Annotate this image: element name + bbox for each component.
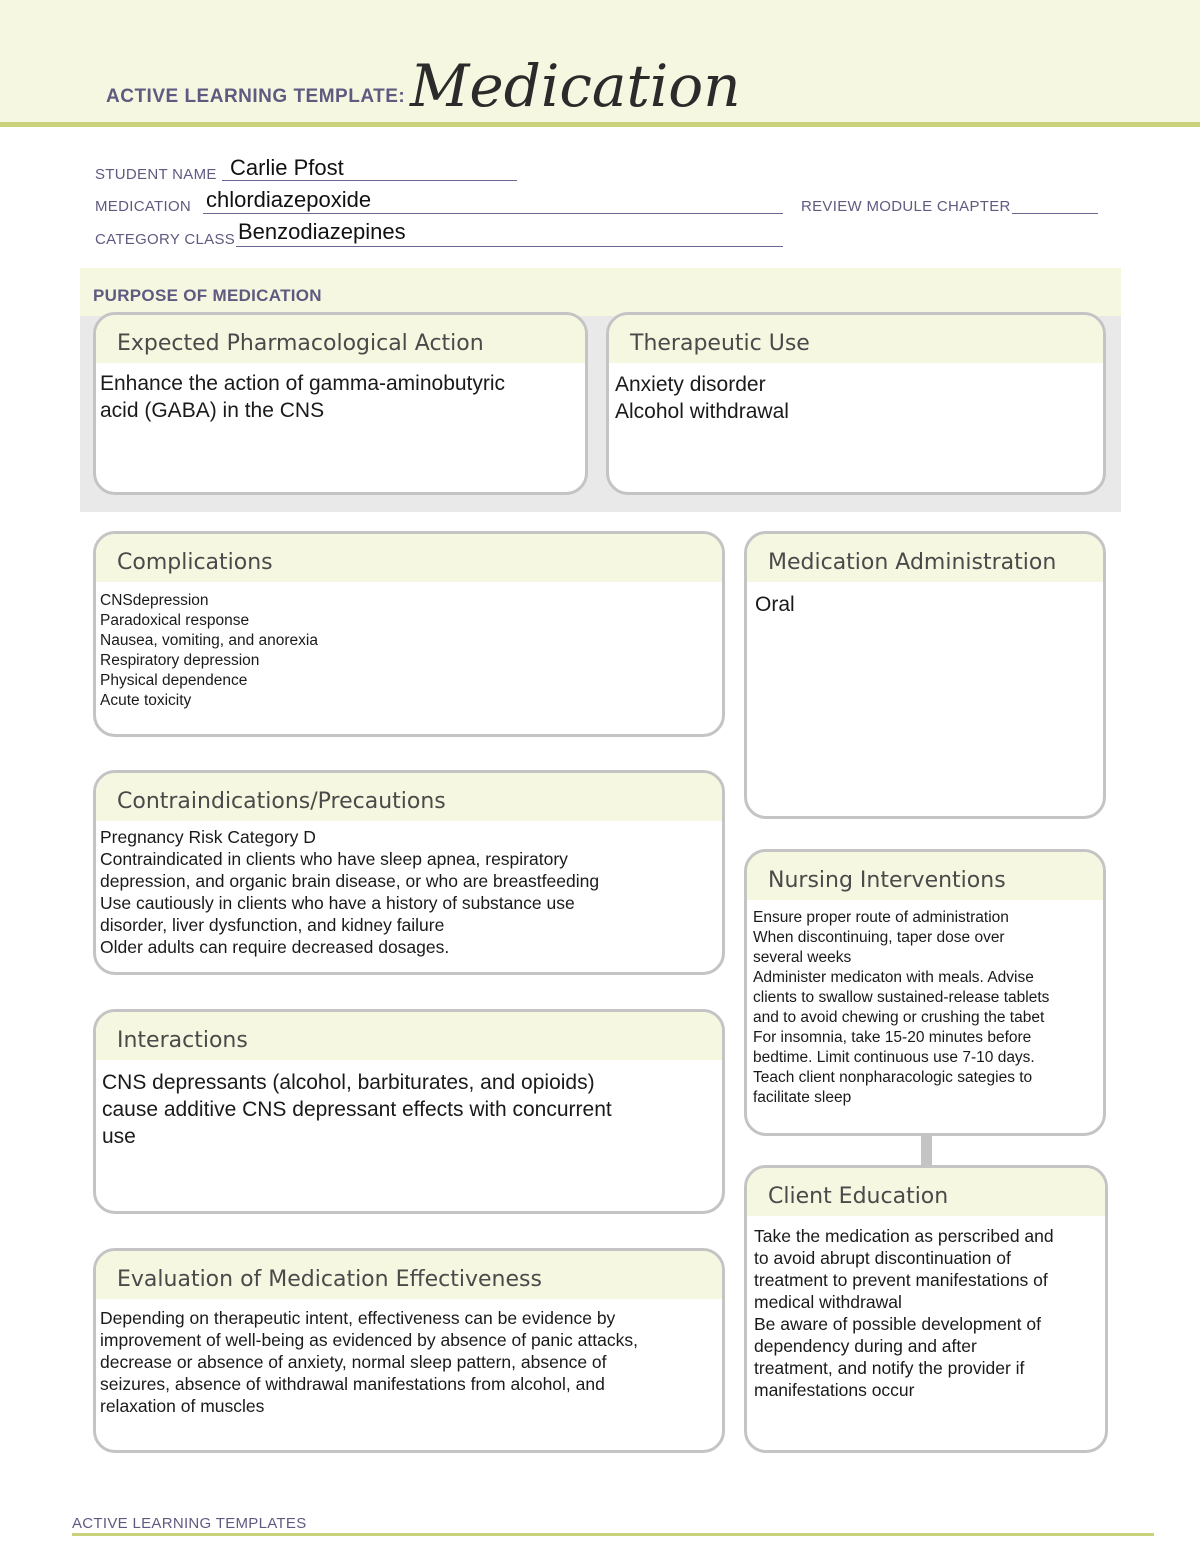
text-line: manifestations occur: [754, 1380, 915, 1400]
text-line: Ensure proper route of administration: [753, 909, 1009, 926]
interactions-box: [93, 1009, 725, 1214]
complications-box: [93, 531, 725, 737]
text-line: Physical dependence: [100, 672, 248, 689]
complications-title: Complications: [117, 550, 273, 575]
header-divider: [0, 122, 1200, 127]
text-line: and to avoid chewing or crushing the tabet: [753, 1009, 1045, 1026]
text-line: Alcohol withdrawal: [615, 400, 789, 423]
text-line: For insomnia, take 15-20 minutes before: [753, 1029, 1032, 1046]
text-line: Depending on therapeutic intent, effectiveness can be evidence by: [100, 1308, 616, 1328]
review-module-label: REVIEW MODULE CHAPTER: [801, 198, 1011, 215]
client-education-box: [744, 1165, 1108, 1453]
medication-field[interactable]: chlordiazepoxide: [206, 187, 372, 212]
evaluation-title: Evaluation of Medication Effectiveness: [117, 1267, 542, 1292]
complications-header: [96, 534, 722, 582]
client-education-body: [754, 1225, 1097, 1401]
medication-administration-title: Medication Administration: [768, 550, 1057, 575]
page-header: [0, 0, 1200, 122]
text-line: Use cautiously in clients who have a history of substance use: [100, 893, 575, 913]
student-name-field[interactable]: Carlie Pfost: [230, 155, 344, 180]
nursing-interventions-header: [747, 852, 1103, 900]
text-line: seizures, absence of withdrawal manifestations from alcohol, and: [100, 1374, 605, 1394]
text-line: Take the medication as perscribed and: [754, 1226, 1054, 1246]
medication-administration-header: [747, 534, 1103, 582]
complications-body: [100, 591, 714, 711]
purpose-title: PURPOSE OF MEDICATION: [93, 286, 322, 305]
expected-action-box: [93, 312, 588, 495]
text-line: several weeks: [753, 949, 852, 966]
student-name-label: STUDENT NAME: [95, 166, 217, 183]
text-line: When discontinuing, taper dose over: [753, 929, 1005, 946]
text-line: treatment, and notify the provider if: [754, 1358, 1025, 1378]
purpose-header: [80, 268, 1121, 316]
medication-label: MEDICATION: [95, 198, 192, 215]
text-line: treatment to prevent manifestations of: [754, 1270, 1048, 1290]
therapeutic-use-title: Therapeutic Use: [630, 331, 810, 356]
text-line: improvement of well-being as evidenced by absence of panic attacks,: [100, 1330, 638, 1350]
footer-divider: [72, 1533, 1154, 1536]
contraindications-body: [100, 826, 714, 958]
text-line: Contraindicated in clients who have sleep apnea, respiratory: [100, 849, 568, 869]
therapeutic-use-body: [615, 371, 1095, 425]
text-line: CNS depressants (alcohol, barbiturates, and opioids): [102, 1071, 595, 1094]
category-class-field[interactable]: Benzodiazepines: [238, 219, 406, 244]
evaluation-header: [96, 1251, 722, 1299]
contraindications-box: [93, 770, 725, 975]
expected-action-header: [96, 315, 585, 363]
text-line: Respiratory depression: [100, 652, 260, 669]
expected-action-title: Expected Pharmacological Action: [117, 331, 484, 356]
text-line: dependency during and after: [754, 1336, 977, 1356]
text-line: Be aware of possible development of: [754, 1314, 1041, 1334]
evaluation-body: [100, 1307, 714, 1417]
medication-administration-body: [755, 591, 1095, 618]
text-line: decrease or absence of anxiety, normal sleep pattern, absence of: [100, 1352, 607, 1372]
text-line: Pregnancy Risk Category D: [100, 827, 316, 847]
expected-action-body: [100, 370, 577, 424]
client-education-header: [747, 1168, 1105, 1216]
text-line: Administer medicaton with meals. Advise: [753, 969, 1034, 986]
text-line: Enhance the action of gamma-aminobutyric: [100, 372, 506, 395]
contraindications-header: [96, 773, 722, 821]
text-line: Paradoxical response: [100, 612, 250, 629]
text-line: Older adults can require decreased dosages.: [100, 937, 450, 957]
text-line: Oral: [755, 593, 795, 616]
nursing-interventions-body: [753, 908, 1095, 1108]
text-line: CNSdepression: [100, 592, 209, 609]
connector-bar: [921, 1134, 932, 1167]
nursing-interventions-box: [744, 849, 1106, 1136]
contraindications-title: Contraindications/Precautions: [117, 789, 446, 814]
client-education-title: Client Education: [768, 1184, 949, 1209]
text-line: depression, and organic brain disease, or who are breastfeeding: [100, 871, 600, 891]
review-module-field[interactable]: [1012, 213, 1098, 214]
therapeutic-use-header: [609, 315, 1103, 363]
text-line: disorder, liver dysfunction, and kidney failure: [100, 915, 445, 935]
text-line: bedtime. Limit continuous use 7-10 days.: [753, 1049, 1035, 1066]
text-line: clients to swallow sustained-release tablets: [753, 989, 1050, 1006]
text-line: to avoid abrupt discontinuation of: [754, 1248, 1011, 1268]
interactions-title: Interactions: [117, 1028, 248, 1053]
interactions-body: [102, 1069, 714, 1150]
text-line: use: [102, 1125, 136, 1148]
text-line: acid (GABA) in the CNS: [100, 399, 325, 422]
interactions-header: [96, 1012, 722, 1060]
therapeutic-use-box: [606, 312, 1106, 495]
nursing-interventions-title: Nursing Interventions: [768, 868, 1006, 893]
text-line: relaxation of muscles: [100, 1396, 265, 1416]
footer-label: ACTIVE LEARNING TEMPLATES: [72, 1515, 307, 1532]
medication-underline: [203, 213, 783, 214]
text-line: Nausea, vomiting, and anorexia: [100, 632, 318, 649]
text-line: cause additive CNS depressant effects with concurrent: [102, 1098, 612, 1121]
text-line: Teach client nonpharacologic sategies to: [753, 1069, 1033, 1086]
text-line: medical withdrawal: [754, 1292, 902, 1312]
evaluation-box: [93, 1248, 725, 1453]
category-class-underline: [236, 246, 783, 247]
template-label: ACTIVE LEARNING TEMPLATE:: [106, 86, 406, 107]
category-class-label: CATEGORY CLASS: [95, 231, 236, 248]
template-title: Medication: [410, 52, 741, 120]
text-line: facilitate sleep: [753, 1089, 852, 1106]
medication-administration-box: [744, 531, 1106, 819]
text-line: Anxiety disorder: [615, 373, 766, 396]
text-line: Acute toxicity: [100, 692, 192, 709]
